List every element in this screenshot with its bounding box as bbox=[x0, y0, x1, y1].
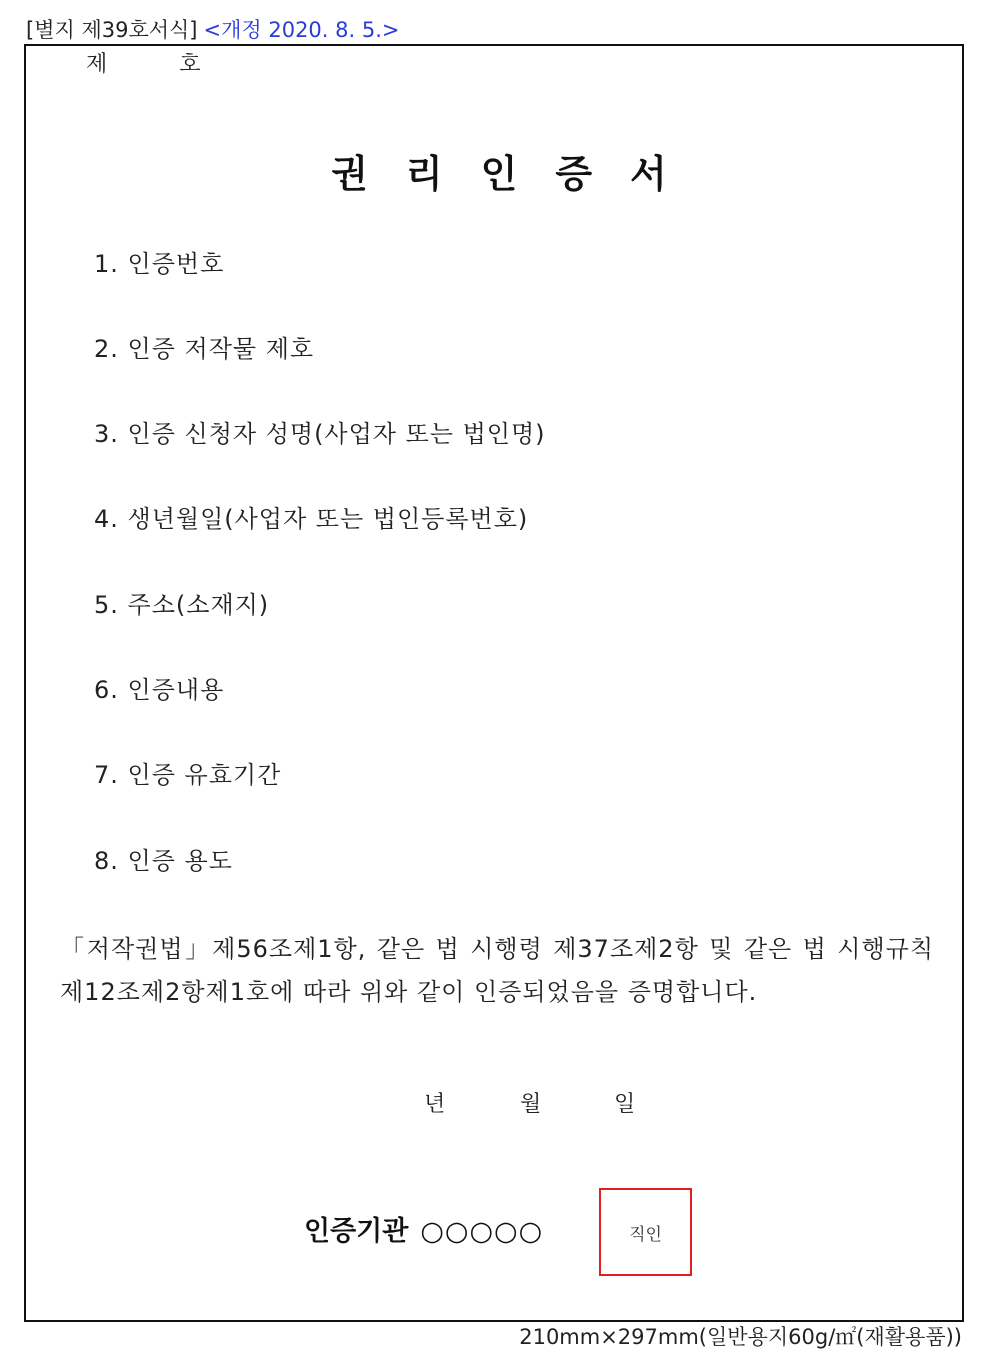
item-certification-content: 6. 인증내용 bbox=[94, 676, 225, 704]
item-purpose: 8. 인증 용도 bbox=[94, 847, 233, 875]
item-birth-date: 4. 생년월일(사업자 또는 법인등록번호) bbox=[94, 505, 529, 533]
seal-label: 직인 bbox=[629, 1224, 662, 1245]
item-address: 5. 주소(소재지) bbox=[94, 591, 270, 619]
date-day: 일 bbox=[614, 1092, 636, 1117]
certificate-number-prefix: 제 bbox=[86, 52, 108, 77]
document-title: 권리인증서 bbox=[331, 152, 705, 196]
certification-statement: 「저작권법」제56조제1항, 같은 법 시행령 제37조제2항 및 같은 법 시행규칙 제12조제2항제1호에 따라 위와 같이 인증되었음을 증명합니다. bbox=[60, 935, 934, 1006]
revision-note: <개정 2020. 8. 5.> bbox=[203, 18, 400, 42]
item-work-title: 2. 인증 저작물 제호 bbox=[94, 335, 315, 363]
form-label bbox=[26, 16, 399, 44]
issuer bbox=[304, 1212, 543, 1252]
official-seal-box bbox=[599, 1188, 692, 1276]
paper-spec: 210mm×297mm(일반용지60g/㎡(재활용품)) bbox=[519, 1325, 962, 1349]
form-name: [별지 제39호서식] bbox=[26, 18, 198, 42]
date-year: 년 bbox=[424, 1092, 446, 1117]
issuer-name: ○○○○○ bbox=[420, 1216, 544, 1247]
item-applicant-name: 3. 인증 신청자 성명(사업자 또는 법인명) bbox=[94, 420, 546, 448]
item-validity-period: 7. 인증 유효기간 bbox=[94, 761, 282, 789]
date-month: 월 bbox=[520, 1092, 542, 1117]
issuer-label: 인증기관 bbox=[304, 1216, 409, 1247]
item-certification-number: 1. 인증번호 bbox=[94, 250, 225, 278]
certificate-number-suffix: 호 bbox=[179, 52, 201, 77]
certificate-number bbox=[86, 50, 201, 80]
